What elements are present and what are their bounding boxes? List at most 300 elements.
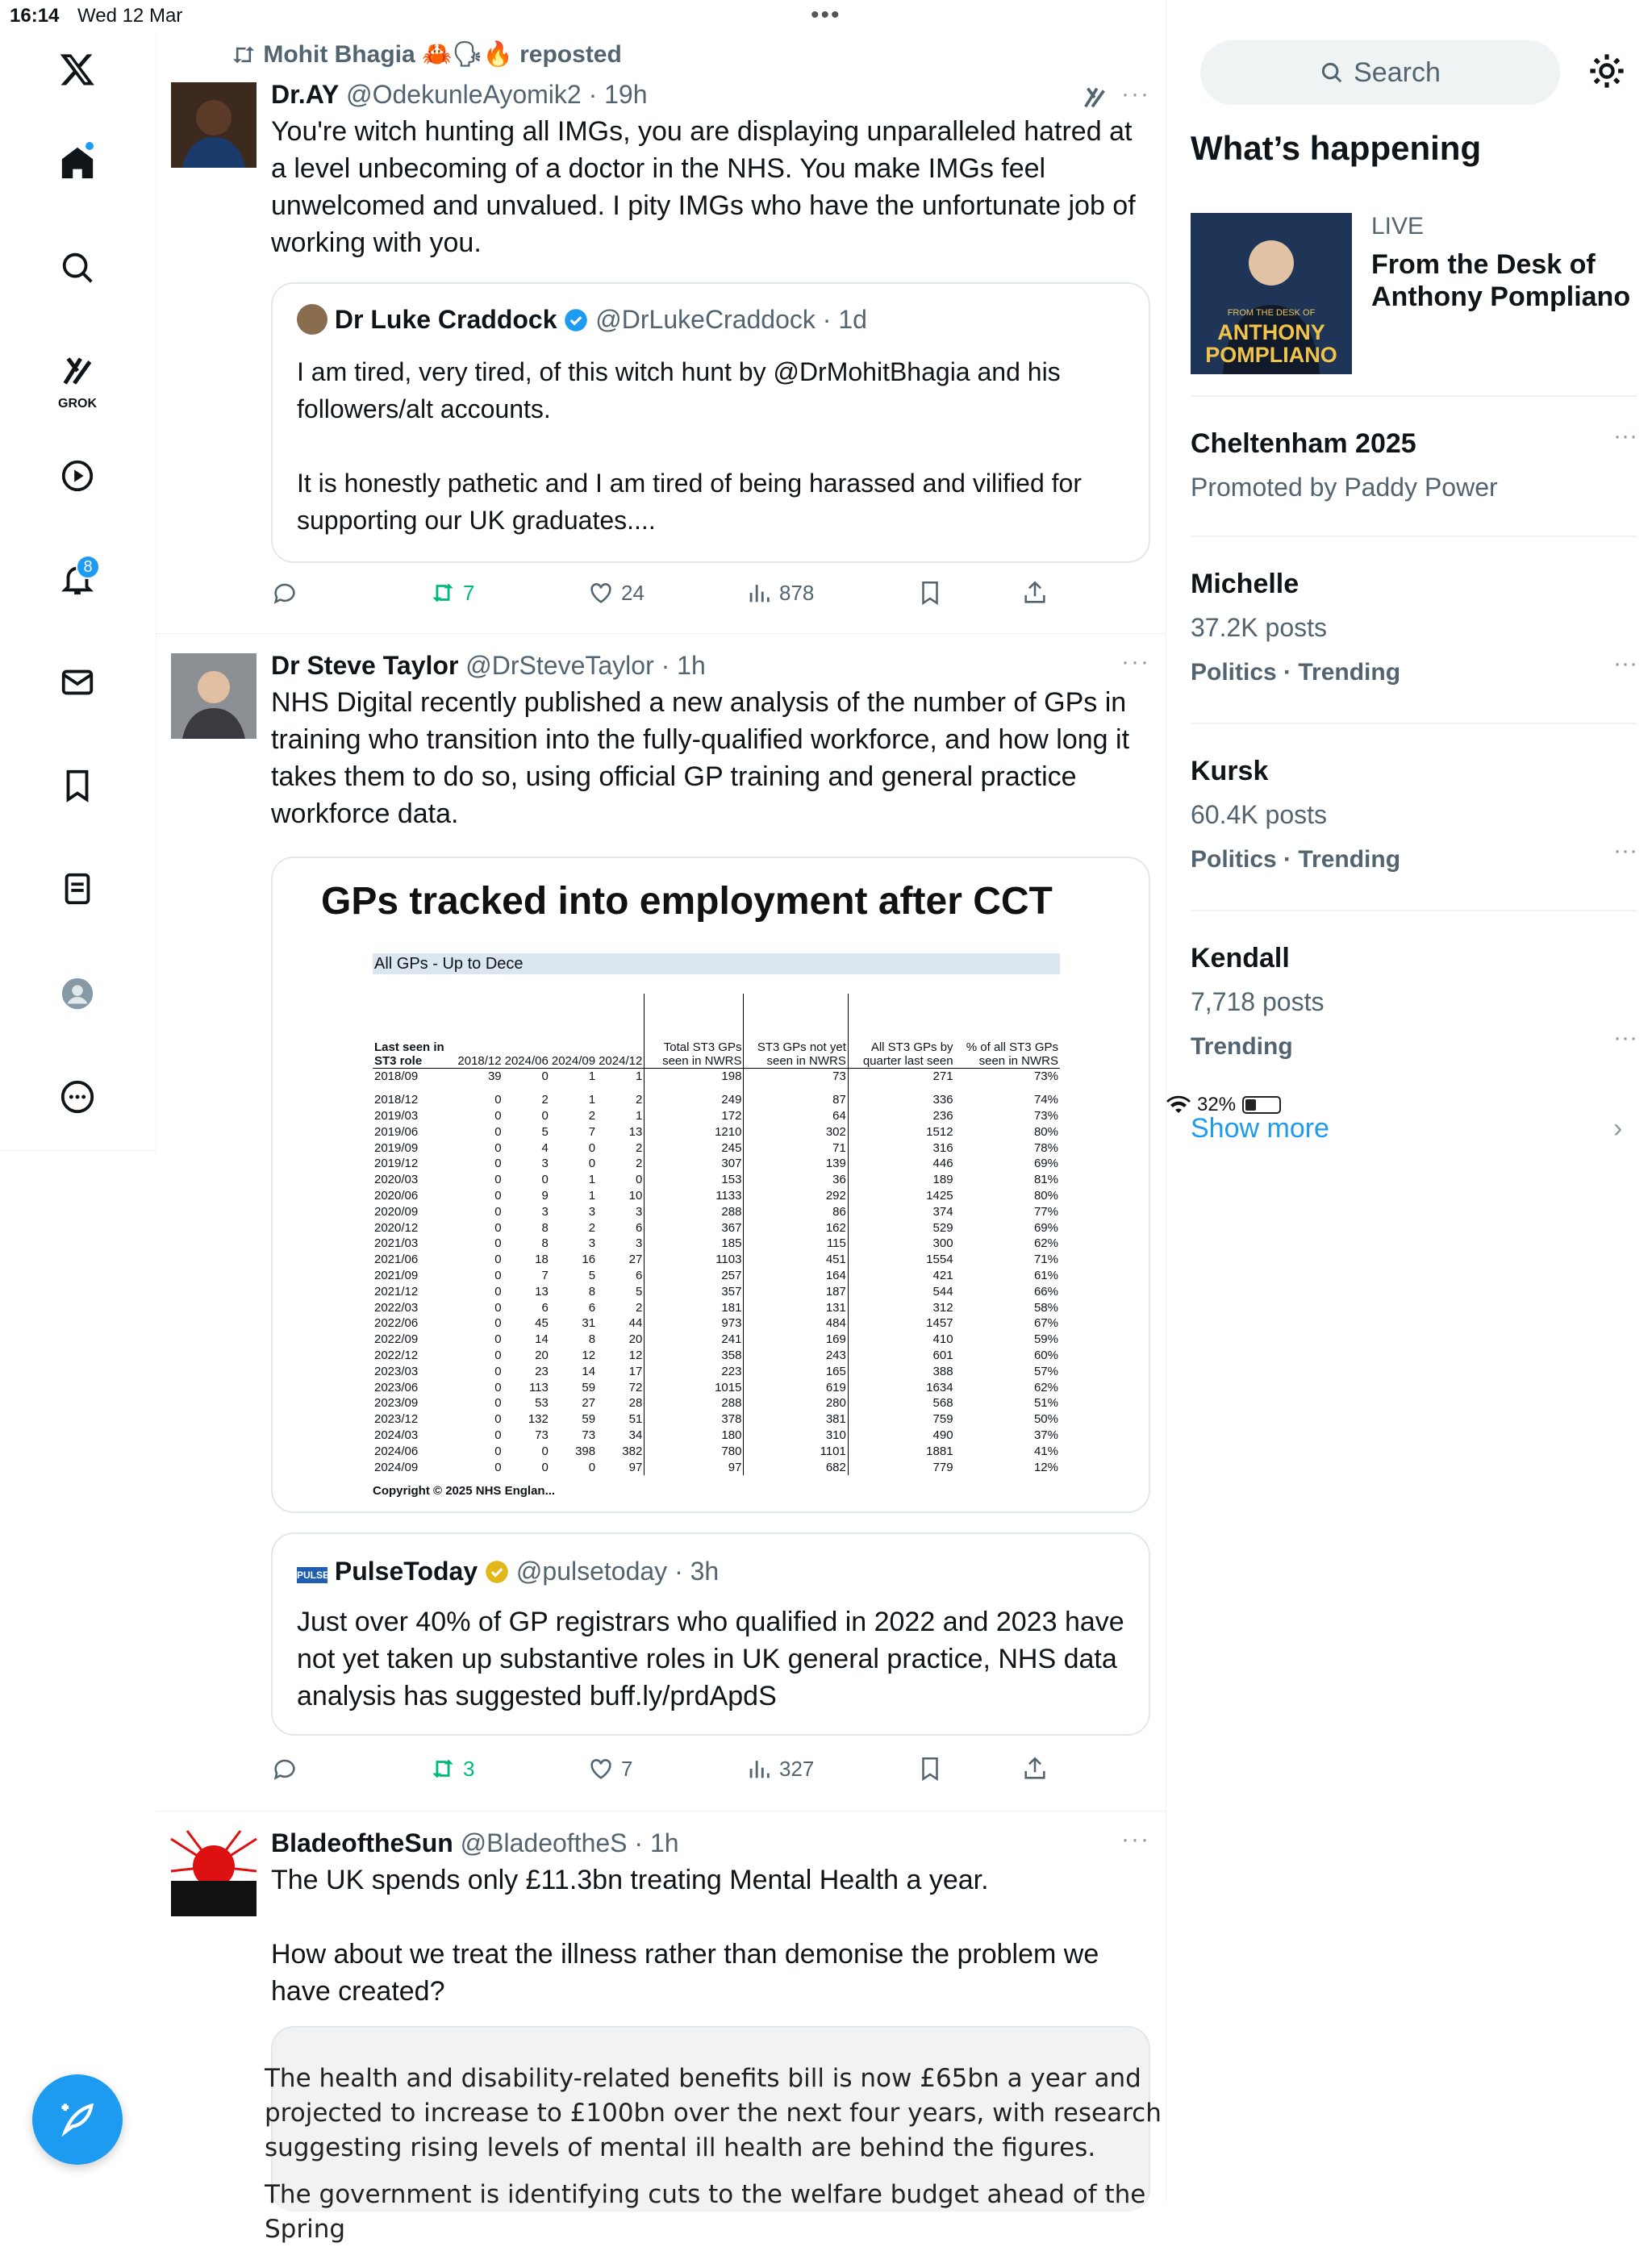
quoted-tweet[interactable]: PULSE PulseToday @pulsetoday · 3h Just over 40% of GP registrars who qualified in 2022 and 2023 have not yet taken up substantive roles in UK general practice, NHS data analysis has suggested buff.ly/prdApdS bbox=[271, 1532, 1150, 1736]
trend-name: Kendall bbox=[1191, 943, 1290, 973]
table-cell: 0 bbox=[494, 1204, 502, 1219]
table-cell: 164 bbox=[744, 1268, 848, 1284]
table-cell: 78% bbox=[1033, 1140, 1058, 1155]
table-cell: 2022/06 bbox=[374, 1316, 419, 1331]
table-cell: 66% bbox=[1033, 1284, 1058, 1299]
table-cell: 189 bbox=[932, 1173, 953, 1187]
heart-icon bbox=[587, 1755, 615, 1782]
table-row bbox=[373, 1395, 1060, 1411]
table-cell: 73 bbox=[744, 1068, 848, 1084]
table-cell: 13 bbox=[597, 1124, 645, 1140]
table-row bbox=[373, 1140, 1060, 1157]
table-cell: 249 bbox=[645, 1092, 744, 1108]
trend-item[interactable] bbox=[1191, 423, 1637, 510]
table-cell: 0 bbox=[588, 1157, 596, 1171]
table-cell: 271 bbox=[932, 1069, 953, 1083]
table-row bbox=[373, 1108, 1060, 1124]
messages-mail-icon[interactable] bbox=[48, 653, 106, 711]
table-cell: 86 bbox=[744, 1204, 848, 1220]
table-row bbox=[373, 1428, 1060, 1444]
table-cell: 80% bbox=[1033, 1124, 1058, 1139]
table-cell: 2020/09 bbox=[374, 1204, 419, 1219]
trend-more-icon[interactable]: ··· bbox=[1613, 1024, 1637, 1051]
table-cell: 484 bbox=[744, 1315, 848, 1332]
table-cell: 1 bbox=[597, 1068, 645, 1084]
table-cell: 73% bbox=[1033, 1069, 1058, 1083]
table-cell: 0 bbox=[494, 1444, 502, 1458]
table-cell: 20 bbox=[597, 1332, 645, 1348]
nav-divider bbox=[0, 1150, 156, 1151]
views-chart-icon bbox=[745, 1755, 773, 1782]
table-cell: 162 bbox=[744, 1220, 848, 1236]
repost-by-text: Mohit Bhagia 🦀🗣🔥 reposted bbox=[263, 41, 622, 68]
article-text: The health and disability-related benefits bill is now £65bn a year and projected to increase to £100bn over the next four years, with research suggesting rising levels of mental ill health are behind the figures. bbox=[265, 2064, 1162, 2162]
author-handle[interactable]: @DrSteveTaylor bbox=[465, 651, 654, 680]
table-cell: 0 bbox=[588, 1460, 596, 1474]
table-cell: 59 bbox=[582, 1380, 596, 1394]
article-text-cut: The government is identifying cuts to the welfare budget ahead of the Spring bbox=[265, 2180, 1146, 2244]
show-more-link[interactable]: Show more bbox=[1191, 1113, 1329, 1144]
table-cell: 13 bbox=[535, 1284, 549, 1299]
table-cell: 50% bbox=[1033, 1412, 1058, 1427]
share-icon bbox=[1021, 579, 1049, 607]
left-nav bbox=[0, 32, 156, 1153]
table-cell: 1512 bbox=[926, 1124, 953, 1139]
table-cell: 1634 bbox=[926, 1380, 953, 1394]
views-button[interactable] bbox=[745, 573, 814, 613]
grok-icon[interactable] bbox=[48, 342, 106, 411]
table-row bbox=[373, 1068, 1060, 1084]
table-cell: 27 bbox=[597, 1252, 645, 1268]
table-cell: 62% bbox=[1033, 1380, 1058, 1394]
table-cell: 10 bbox=[597, 1188, 645, 1204]
table-cell: 113 bbox=[528, 1380, 549, 1394]
table-row bbox=[373, 1348, 1060, 1364]
table-cell: 153 bbox=[645, 1172, 744, 1188]
table-cell: 1425 bbox=[926, 1189, 953, 1203]
share-button[interactable] bbox=[1021, 573, 1049, 613]
table-cell: 2018/09 bbox=[374, 1069, 419, 1083]
trend-name: Kursk bbox=[1191, 756, 1269, 786]
notifications-bell-icon[interactable] bbox=[48, 550, 106, 608]
table-cell: 45 bbox=[535, 1316, 549, 1331]
table-row bbox=[373, 1364, 1060, 1380]
table-row bbox=[373, 1236, 1060, 1252]
avatar[interactable] bbox=[171, 82, 257, 168]
live-title[interactable]: From the Desk of Anthony Pompliano bbox=[1371, 249, 1631, 312]
quote-author-name: PulseToday bbox=[334, 1557, 478, 1586]
table-cell: 2 bbox=[541, 1093, 549, 1107]
reply-button[interactable] bbox=[271, 1749, 298, 1789]
image-title: GPs tracked into employment after CCT bbox=[321, 880, 1053, 923]
table-cell: 59% bbox=[1033, 1332, 1058, 1347]
table-cell: 529 bbox=[932, 1220, 953, 1235]
table-cell: 115 bbox=[744, 1236, 848, 1252]
table-row bbox=[373, 1252, 1060, 1268]
table-cell: 223 bbox=[645, 1364, 744, 1380]
repost-count: 3 bbox=[463, 1756, 475, 1781]
table-cell: 169 bbox=[744, 1332, 848, 1348]
table-cell: 0 bbox=[494, 1332, 502, 1347]
table-cell: 1 bbox=[588, 1093, 596, 1107]
table-cell: 357 bbox=[645, 1284, 744, 1300]
table-cell: 2021/12 bbox=[374, 1284, 419, 1299]
like-button[interactable] bbox=[587, 1749, 632, 1789]
share-button[interactable] bbox=[1021, 1749, 1049, 1789]
author-name[interactable]: Dr.AY bbox=[271, 80, 340, 109]
quote-text: Just over 40% of GP registrars who qualified in 2022 and 2023 have not yet taken up substantive roles in UK general practice, NHS data analysis has suggested buff.ly/prdApdS bbox=[297, 1607, 1124, 1711]
x-logo-icon[interactable] bbox=[48, 40, 106, 98]
table-cell: 73 bbox=[582, 1428, 596, 1443]
repost-icon bbox=[429, 1755, 457, 1782]
table-cell: 1 bbox=[588, 1189, 596, 1203]
table-header: Total ST3 GPs seen in NWRS bbox=[645, 994, 744, 1068]
lists-icon[interactable] bbox=[48, 860, 106, 918]
avatar[interactable] bbox=[171, 653, 257, 739]
trend-posts: 60.4K posts bbox=[1191, 800, 1327, 829]
table-cell: 0 bbox=[494, 1269, 502, 1283]
video-play-icon[interactable] bbox=[48, 447, 106, 505]
reply-icon bbox=[271, 1755, 298, 1782]
compose-post-button[interactable] bbox=[32, 2074, 123, 2165]
table-cell: 51 bbox=[597, 1411, 645, 1428]
table-cell: 37% bbox=[1033, 1428, 1058, 1443]
search-icon[interactable] bbox=[48, 239, 106, 297]
trend-item[interactable] bbox=[1191, 937, 1637, 1069]
quote-time: 1d bbox=[838, 305, 867, 334]
table-cell: 451 bbox=[744, 1252, 848, 1268]
tweet-text: The UK spends only £11.3bn treating Mental Health a year. bbox=[271, 1865, 989, 1895]
table-cell: 17 bbox=[597, 1364, 645, 1380]
tweet-more-icon[interactable]: ··· bbox=[1121, 1826, 1150, 1853]
table-header: 2024/12 bbox=[597, 994, 645, 1068]
table-cell: 0 bbox=[494, 1412, 502, 1427]
repost-header[interactable] bbox=[231, 40, 622, 69]
trend-item[interactable] bbox=[1191, 750, 1637, 882]
table-cell: 2019/09 bbox=[374, 1140, 419, 1155]
bookmark-button[interactable] bbox=[916, 1749, 944, 1789]
table-row bbox=[373, 1380, 1060, 1396]
avatar bbox=[297, 304, 327, 335]
bookmark-button[interactable] bbox=[916, 573, 944, 613]
tweet-time[interactable]: 19h bbox=[604, 80, 648, 109]
quote-text: I am tired, very tired, of this witch hunt by @DrMohitBhagia and his followers/alt accounts. bbox=[297, 357, 1061, 423]
trend-more-icon[interactable]: ··· bbox=[1613, 423, 1637, 449]
table-cell: 1457 bbox=[926, 1316, 953, 1331]
table-cell: 292 bbox=[744, 1188, 848, 1204]
search-box[interactable] bbox=[1200, 40, 1560, 105]
table-cell: 87 bbox=[744, 1092, 848, 1108]
table-row bbox=[373, 1268, 1060, 1284]
trend-more-icon[interactable]: ··· bbox=[1613, 837, 1637, 864]
table-cell: 6 bbox=[588, 1300, 596, 1315]
table-cell: 3 bbox=[588, 1236, 596, 1251]
table-cell: 36 bbox=[744, 1172, 848, 1188]
table-cell: 0 bbox=[494, 1253, 502, 1267]
table-cell: 0 bbox=[494, 1124, 502, 1139]
table-cell: 73% bbox=[1033, 1109, 1058, 1124]
bookmark-icon bbox=[916, 1755, 944, 1782]
table-cell: 410 bbox=[932, 1332, 953, 1347]
article-screenshot-image[interactable] bbox=[265, 2026, 1162, 2244]
trend-category: Trending bbox=[1191, 1033, 1293, 1060]
table-cell: 60% bbox=[1033, 1349, 1058, 1363]
table-row bbox=[373, 1444, 1060, 1460]
table-header: All ST3 GPs by quarter last seen bbox=[848, 994, 954, 1068]
trend-name: Cheltenham 2025 bbox=[1191, 428, 1416, 459]
table-cell: 973 bbox=[645, 1315, 744, 1332]
repost-button[interactable] bbox=[429, 1749, 474, 1789]
table-cell: 5 bbox=[541, 1124, 549, 1139]
quote-author-handle: @pulsetoday bbox=[515, 1557, 668, 1586]
avatar[interactable] bbox=[171, 1831, 257, 1916]
table-cell: 0 bbox=[541, 1069, 549, 1083]
table-header: 2018/12 bbox=[456, 994, 503, 1068]
more-options-icon[interactable] bbox=[48, 1068, 106, 1126]
table-cell: 0 bbox=[494, 1396, 502, 1411]
tweet-time[interactable]: 1h bbox=[649, 1828, 679, 1857]
table-cell: 2018/12 bbox=[374, 1093, 419, 1107]
battery-percent: 32% bbox=[1197, 1094, 1237, 1115]
table-cell: 779 bbox=[932, 1460, 953, 1474]
tweet-time[interactable]: 1h bbox=[677, 651, 706, 680]
table-cell: 14 bbox=[582, 1364, 596, 1378]
tweet[interactable]: BladeoftheSun @BladeoftheS · 1h The UK spends only £11.3bn treating Mental Health a year. How about we treat the illness rather than demonise the problem we have created? ··· bbox=[156, 1811, 1166, 2203]
table-row bbox=[373, 1188, 1060, 1204]
table-cell: 81% bbox=[1033, 1173, 1058, 1187]
table-cell: 8 bbox=[541, 1220, 549, 1235]
image-copyright: Copyright © 2025 NHS Englan... bbox=[373, 1484, 556, 1498]
table-cell: 0 bbox=[541, 1444, 549, 1458]
author-handle[interactable]: @OdekunleAyomik2 bbox=[346, 80, 582, 109]
table-cell: 12 bbox=[597, 1348, 645, 1364]
table-cell: 28 bbox=[597, 1395, 645, 1411]
trend-name: Michelle bbox=[1191, 569, 1299, 599]
table-cell: 74% bbox=[1033, 1093, 1058, 1107]
table-cell: 544 bbox=[932, 1284, 953, 1299]
view-count: 327 bbox=[779, 1756, 815, 1781]
table-header: 2024/09 bbox=[550, 994, 597, 1068]
table-cell: 2020/06 bbox=[374, 1189, 419, 1203]
table-cell: 7 bbox=[588, 1124, 596, 1139]
timeline-feed bbox=[156, 0, 1166, 2244]
table-cell: 34 bbox=[597, 1428, 645, 1444]
divider bbox=[1191, 723, 1637, 724]
table-cell: 51% bbox=[1033, 1396, 1058, 1411]
table-cell: 0 bbox=[541, 1460, 549, 1474]
table-cell: 0 bbox=[494, 1189, 502, 1203]
bookmark-icon bbox=[916, 579, 944, 607]
table-cell: 181 bbox=[645, 1300, 744, 1316]
table-cell: 2021/06 bbox=[374, 1253, 419, 1267]
table-cell: 0 bbox=[494, 1428, 502, 1443]
table-cell: 2021/09 bbox=[374, 1269, 419, 1283]
table-cell: 398 bbox=[575, 1444, 596, 1458]
table-cell: 2019/12 bbox=[374, 1157, 419, 1171]
table-cell: 27 bbox=[582, 1396, 596, 1411]
trend-item[interactable] bbox=[1191, 563, 1637, 695]
table-row bbox=[373, 1284, 1060, 1300]
table-row bbox=[373, 1300, 1060, 1316]
table-cell: 1101 bbox=[744, 1444, 848, 1460]
table-cell: 358 bbox=[645, 1348, 744, 1364]
clock: 16:14 bbox=[10, 5, 60, 27]
table-cell: 69% bbox=[1033, 1157, 1058, 1171]
table-cell: 446 bbox=[932, 1157, 953, 1171]
table-cell: 300 bbox=[932, 1236, 953, 1251]
table-cell: 0 bbox=[494, 1109, 502, 1124]
reply-icon bbox=[271, 579, 298, 607]
table-cell: 23 bbox=[535, 1364, 549, 1378]
repost-button[interactable] bbox=[429, 573, 474, 613]
table-cell: 2021/03 bbox=[374, 1236, 419, 1251]
table-cell: 1 bbox=[597, 1108, 645, 1124]
table-cell: 1554 bbox=[926, 1253, 953, 1267]
table-cell: 3 bbox=[597, 1236, 645, 1252]
table-cell: 0 bbox=[494, 1093, 502, 1107]
heart-icon bbox=[587, 579, 615, 607]
table-cell: 16 bbox=[582, 1253, 596, 1267]
tweet[interactable]: Mohit Bhagia 🦀🗣🔥 reposted Dr.AY @OdekunleAyomik2 · 19h You're witch hunting all IMGs, you are displaying unparalleled hatred at a level unbecoming of a doctor in the NHS. You make IMGs feel unwelcomed and unvalued. I pity IMGs who have the unfortunate job of working with you. ··· Dr Luke Craddock @DrLukeCraddock · 1d I am tired, very tired, of this witch hunt by @DrMohitBhagia and his followers/alt accounts. It is honestly pathetic and I am tired of being harassed and vilified for supporting our UK graduates.... 7 24 878 bbox=[156, 0, 1166, 634]
table-cell: 61% bbox=[1033, 1269, 1058, 1283]
table-header: 2024/06 bbox=[503, 994, 550, 1068]
table-cell: 72 bbox=[597, 1380, 645, 1396]
quote-time: 3h bbox=[690, 1557, 720, 1586]
table-row bbox=[373, 1411, 1060, 1428]
table-cell: 0 bbox=[588, 1140, 596, 1155]
table-cell: 302 bbox=[744, 1124, 848, 1140]
table-cell: 0 bbox=[494, 1380, 502, 1394]
table-header: ST3 GPs not yet seen in NWRS bbox=[744, 994, 848, 1068]
table-cell: 316 bbox=[932, 1140, 953, 1155]
table-cell: 241 bbox=[645, 1332, 744, 1348]
view-count: 878 bbox=[779, 580, 815, 605]
date: Wed 12 Mar bbox=[77, 5, 183, 27]
table-cell: 312 bbox=[932, 1300, 953, 1315]
table-cell: 310 bbox=[744, 1428, 848, 1444]
table-cell: 5 bbox=[597, 1284, 645, 1300]
table-cell: 288 bbox=[645, 1395, 744, 1411]
views-chart-icon bbox=[745, 579, 773, 607]
tweet-image[interactable] bbox=[271, 857, 1150, 1513]
table-cell: 64 bbox=[744, 1108, 848, 1124]
tweet-actions bbox=[271, 573, 1142, 613]
trend-more-icon[interactable]: ··· bbox=[1613, 650, 1637, 677]
trend-posts: 37.2K posts bbox=[1191, 613, 1327, 642]
table-cell: 682 bbox=[744, 1460, 848, 1476]
share-icon bbox=[1021, 1755, 1049, 1782]
table-cell: 53 bbox=[535, 1396, 549, 1411]
table-cell: 80% bbox=[1033, 1189, 1058, 1203]
repost-icon bbox=[429, 579, 457, 607]
quote-author-handle: @DrLukeCraddock bbox=[595, 305, 816, 334]
table-cell: 67% bbox=[1033, 1316, 1058, 1331]
table-cell: 759 bbox=[932, 1412, 953, 1427]
table-cell: 58% bbox=[1033, 1300, 1058, 1315]
compose-feather-icon bbox=[56, 2099, 98, 2141]
table-cell: 44 bbox=[597, 1315, 645, 1332]
table-cell: 2023/06 bbox=[374, 1380, 419, 1394]
table-cell: 3 bbox=[541, 1157, 549, 1171]
table-cell: 1881 bbox=[926, 1444, 953, 1458]
table-cell: 0 bbox=[494, 1157, 502, 1171]
views-button[interactable] bbox=[745, 1749, 814, 1789]
trend-posts: 7,718 posts bbox=[1191, 987, 1325, 1016]
multitask-dots[interactable]: ••• bbox=[811, 2, 841, 28]
like-button[interactable] bbox=[587, 573, 645, 613]
thumb-big-text: ANTHONY POMPLIANO bbox=[1205, 320, 1337, 367]
table-cell: 490 bbox=[932, 1428, 953, 1443]
thumb-small-text: FROM THE DESK OF bbox=[1227, 308, 1316, 318]
table-cell: 280 bbox=[744, 1395, 848, 1411]
tweet[interactable]: Dr Steve Taylor @DrSteveTaylor · 1h NHS Digital recently published a new analysis of the number of GPs in training who transition into the fully-qualified workforce, and how long it takes them to do so, using official GP training and general practice workforce data. ··· GPs tracked into employment after CCT All GPs - Up to Dece Last seen in ST3 role 2018/12 2024/06 2024/09 2024/12 Total ST3 GPs seen in NWRS ST3 GPs not yet seen in NWRS All ST3 GPs by quarter last seen % of all ST3 GPs seen in NWRS 2018/09 39 0 1 1 198 73 271 73% 2018/12 0 2 1 2 249 87 336 74% 2019/03 0 0 2 1 172 64 236 73% 2019/06 0 5 7 13 1210 302 1512 80% 2019/09 0 4 0 2 245 71 316 78% 2019/12 0 3 0 2 307 139 446 69% 2020/03 0 0 1 0 153 36 189 81% 2020/06 0 9 1 10 1133 292 1425 80% 2020/09 0 3 3 3 288 86 374 77% 2020/12 0 8 2 6 367 162 529 69% 2021/03 0 8 3 3 185 115 300 62% 2021/06 0 18 16 27 1103 451 1554 71% 2021/09 0 7 5 6 257 164 421 61% 2021/12 0 13 8 5 357 187 544 66% 2022/03 0 6 6 2 181 131 312 58% 2022/06 0 45 31 44 973 484 1457 67% 2022/09 0 14 8 20 241 169 410 59% 2022/12 0 20 12 12 358 243 601 60% 2023/03 0 23 14 17 223 165 388 57% 2023/06 0 113 59 72 1015 619 1634 62% 2023/09 0 53 27 28 288 280 568 51% 2023/12 0 132 59 51 378 381 759 50% 2024/03 0 73 73 34 180 310 490 37% 2024/06 0 0 398 382 780 1101 1881 41% 2024/09 0 0 0 97 97 682 779 12% Copyright © 2025 NHS Englan... PULSE PulseToday @pulsetoday · 3h Just over 40% of GP registrars who qualified in 2022 and 2023 have not yet taken up substantive roles in UK general practice, NHS data analysis has suggested buff.ly/prdApdS 3 7 327 bbox=[156, 634, 1166, 1811]
table-row bbox=[373, 1124, 1060, 1140]
like-count: 24 bbox=[621, 580, 645, 605]
table-cell: 367 bbox=[645, 1220, 744, 1236]
table-header: Last seen in ST3 role bbox=[373, 994, 456, 1068]
divider bbox=[1191, 395, 1637, 397]
table-cell: 0 bbox=[494, 1300, 502, 1315]
table-cell: 288 bbox=[645, 1204, 744, 1220]
table-cell: 0 bbox=[494, 1140, 502, 1155]
table-cell: 0 bbox=[597, 1172, 645, 1188]
gp-table bbox=[373, 994, 1060, 1475]
table-cell: 0 bbox=[494, 1460, 502, 1474]
table-cell: 20 bbox=[535, 1349, 549, 1363]
settings-gear-icon[interactable] bbox=[1586, 50, 1628, 92]
table-cell: 1133 bbox=[645, 1188, 744, 1204]
like-count: 7 bbox=[621, 1756, 633, 1781]
profile-avatar-icon[interactable] bbox=[48, 965, 106, 1023]
quoted-tweet[interactable]: Dr Luke Craddock @DrLukeCraddock · 1d I am tired, very tired, of this witch hunt by @DrMohitBhagia and his followers/alt accounts. It is honestly pathetic and I am tired of being harassed and vilified for supporting our UK graduates.... bbox=[271, 282, 1150, 563]
table-cell: 243 bbox=[744, 1348, 848, 1364]
table-cell: 2023/09 bbox=[374, 1396, 419, 1411]
search-placeholder: Search bbox=[1354, 56, 1441, 88]
grok-label: GROK bbox=[58, 397, 97, 411]
table-cell: 187 bbox=[744, 1284, 848, 1300]
table-cell: 2024/06 bbox=[374, 1444, 419, 1458]
author-name[interactable]: BladeoftheSun bbox=[271, 1828, 453, 1857]
live-tag: LIVE bbox=[1371, 213, 1425, 240]
quote-author-name: Dr Luke Craddock bbox=[334, 305, 557, 334]
grok-explain-icon[interactable] bbox=[1081, 84, 1108, 111]
table-cell: 8 bbox=[588, 1332, 596, 1347]
home-icon[interactable] bbox=[48, 134, 106, 192]
table-cell: 97 bbox=[597, 1460, 645, 1476]
bookmarks-icon[interactable] bbox=[48, 757, 106, 815]
tweet-more-icon[interactable]: ··· bbox=[1121, 648, 1150, 675]
table-spacer-row bbox=[373, 1084, 1060, 1092]
author-handle[interactable]: @BladeoftheS bbox=[460, 1828, 628, 1857]
table-row bbox=[373, 1204, 1060, 1220]
right-sidebar bbox=[1166, 0, 1652, 2203]
live-thumbnail[interactable] bbox=[1191, 213, 1352, 374]
author-name[interactable]: Dr Steve Taylor bbox=[271, 651, 459, 680]
reply-button[interactable] bbox=[271, 573, 298, 613]
table-cell: 1103 bbox=[645, 1252, 744, 1268]
table-row bbox=[373, 1332, 1060, 1348]
home-new-dot bbox=[84, 140, 95, 152]
trend-category: Politics · Trending bbox=[1191, 659, 1401, 686]
table-cell: 2 bbox=[597, 1092, 645, 1108]
table-cell: 39 bbox=[487, 1069, 502, 1083]
table-cell: 2 bbox=[597, 1300, 645, 1316]
table-cell: 172 bbox=[645, 1108, 744, 1124]
tweet-more-icon[interactable]: ··· bbox=[1121, 81, 1150, 107]
table-cell: 0 bbox=[541, 1109, 549, 1124]
table-cell: 2019/06 bbox=[374, 1124, 419, 1139]
repost-icon bbox=[231, 44, 257, 65]
